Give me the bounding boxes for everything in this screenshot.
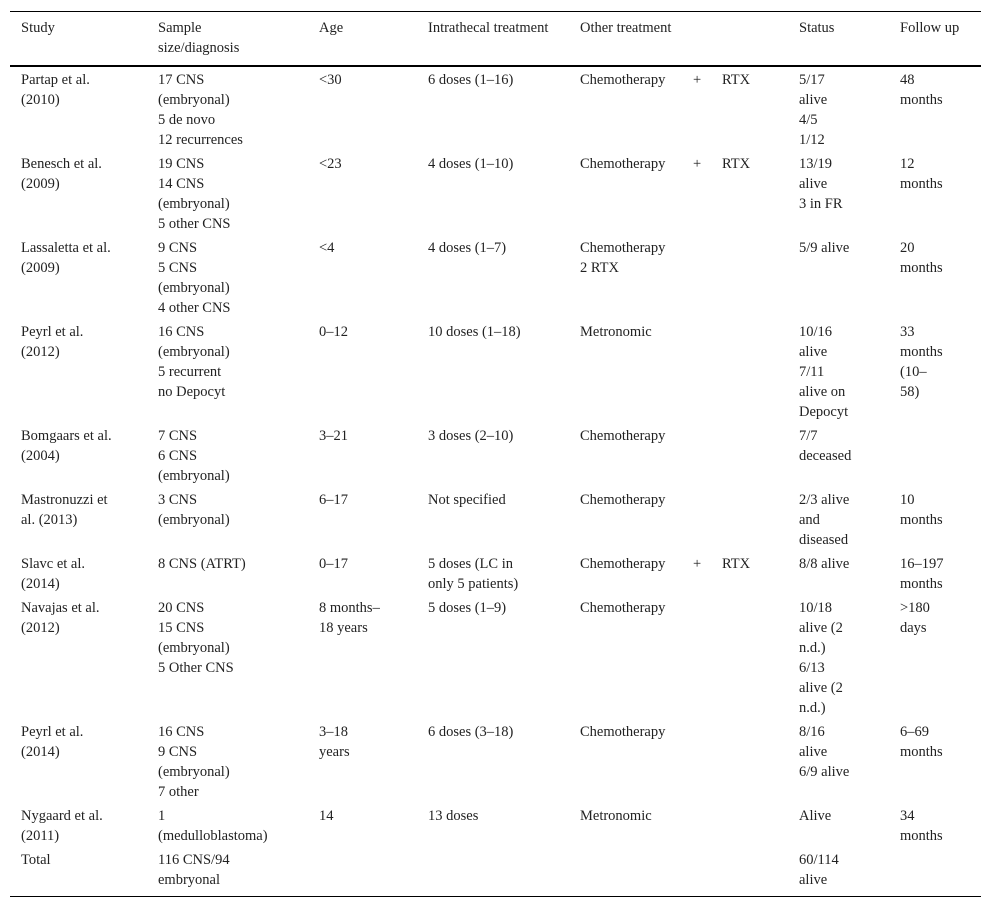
header-intrathecal: Intrathecal treatment [428,20,549,36]
cell-sample-line: (embryonal) [158,344,230,360]
cell-status [788,596,889,720]
other-treatment-text: Chemotherapy [580,72,666,88]
cell-status-line: 7/11 [799,364,825,380]
cell-sample-line: 14 CNS [158,176,205,192]
other-treatment-text: Metronomic [580,324,652,340]
plus-sign: + [693,556,702,572]
cell-follow-up-line: 6–69 [900,724,929,740]
cell-age [308,720,417,804]
cell-sample-line: 20 CNS [158,600,205,616]
cell-age [308,596,417,720]
cell-intrathecal [417,848,569,897]
cell-intrathecal [417,66,569,152]
other-treatment-line [580,806,784,826]
header-row [10,12,981,67]
cell-intrathecal [417,424,569,488]
cell-sample-line: (embryonal) [158,468,230,484]
other-treatment-text: Chemotherapy [580,156,666,172]
cell-study-line: Partap et al. [21,72,90,88]
cell-status [788,66,889,152]
cell-follow-up-line: months [900,576,943,592]
table-row [10,236,981,320]
cell-status-line: deceased [799,448,852,464]
cell-study [10,152,147,236]
cell-sample-line: 5 Other CNS [158,660,234,676]
cell-status-line: 6/9 alive [799,764,850,780]
cell-other-treatment [569,236,788,320]
cell-sample [147,152,308,236]
cell-follow-up [889,66,981,152]
cell-follow-up-line: 58) [900,384,920,400]
cell-follow-up-line: 12 [900,156,915,172]
cell-other-treatment [569,552,788,596]
cell-age-line: <30 [319,72,342,88]
cell-follow-up-line: months [900,828,943,844]
cell-status [788,152,889,236]
cell-follow-up-line: months [900,512,943,528]
cell-study [10,596,147,720]
plus-sign: + [693,156,702,172]
cell-status-line: 2/3 alive [799,492,850,508]
cell-follow-up-line: 16–197 [900,556,944,572]
cell-follow-up [889,552,981,596]
cell-sample-line: embryonal [158,872,221,888]
cell-status-line: 10/16 [799,324,833,340]
cell-sample [147,848,308,897]
cell-study [10,236,147,320]
other-treatment-line [580,70,784,90]
cell-sample-line: 7 CNS [158,428,198,444]
cell-study-line: (2014) [21,744,60,760]
cell-sample [147,424,308,488]
other-treatment-line: 2 RTX [580,260,620,276]
cell-sample-line: 5 de novo [158,112,216,128]
cell-study-line: Lassaletta et al. [21,240,111,256]
cell-sample-line: 116 CNS/94 [158,852,230,868]
cell-other-treatment [569,596,788,720]
other-treatment-text: Chemotherapy [580,428,666,444]
cell-intrathecal-line: only 5 patients) [428,576,519,592]
cell-study [10,320,147,424]
cell-age-line: 14 [319,808,334,824]
cell-other-treatment [569,720,788,804]
cell-sample-line: no Depocyt [158,384,226,400]
cell-follow-up-line: months [900,260,943,276]
table-row [10,424,981,488]
table-row [10,848,981,897]
cell-intrathecal-line: 10 doses (1–18) [428,324,521,340]
cell-intrathecal-line: 4 doses (1–7) [428,240,507,256]
cell-intrathecal-line: 6 doses (1–16) [428,72,514,88]
cell-follow-up-line: >180 [900,600,930,616]
cell-age-line: 3–21 [319,428,348,444]
cell-study [10,488,147,552]
cell-follow-up [889,720,981,804]
header-sample [147,12,308,67]
cell-study-line: (2010) [21,92,60,108]
cell-sample-line: (medulloblastoma) [158,828,268,844]
cell-follow-up-line: 20 [900,240,915,256]
cell-study-line: Peyrl et al. [21,724,84,740]
cell-status-line: Alive [799,808,832,824]
cell-sample-line: 19 CNS [158,156,205,172]
cell-status [788,552,889,596]
cell-status-line: alive [799,176,828,192]
cell-status-line: 5/9 alive [799,240,850,256]
cell-sample [147,596,308,720]
other-treatment-line [580,426,784,446]
cell-sample-line: (embryonal) [158,196,230,212]
cell-intrathecal-line: 5 doses (1–9) [428,600,507,616]
cell-study [10,804,147,848]
cell-study-line: (2011) [21,828,60,844]
table-body [10,66,981,897]
cell-status [788,804,889,848]
cell-sample-line: 3 CNS [158,492,198,508]
table-row [10,66,981,152]
cell-sample [147,552,308,596]
cell-status-line: 8/8 alive [799,556,850,572]
cell-study-line: Slavc et al. [21,556,86,572]
cell-follow-up-line: months [900,344,943,360]
cell-sample-line: 5 other CNS [158,216,231,232]
cell-age [308,66,417,152]
cell-intrathecal-line: 13 doses [428,808,479,824]
table-row [10,152,981,236]
cell-follow-up [889,596,981,720]
cell-other-treatment [569,320,788,424]
cell-follow-up-line: 34 [900,808,915,824]
other-treatment-text: Metronomic [580,808,652,824]
cell-status-line: and [799,512,820,528]
table-row [10,720,981,804]
cell-status-line: 1/12 [799,132,825,148]
cell-age [308,320,417,424]
cell-sample-line: 9 CNS [158,744,198,760]
other-treatment-line [580,322,784,342]
cell-intrathecal [417,320,569,424]
rtx-label: RTX [722,556,751,572]
table-row [10,804,981,848]
cell-age [308,152,417,236]
cell-sample-line: (embryonal) [158,92,230,108]
cell-study-line: (2009) [21,260,60,276]
cell-other-treatment [569,848,788,897]
cell-intrathecal [417,720,569,804]
table-row [10,320,981,424]
other-treatment-text: Chemotherapy [580,556,666,572]
cell-age [308,804,417,848]
cell-follow-up-line: (10– [900,364,927,380]
cell-age [308,488,417,552]
header-sample-text: Sample size/diagnosis [158,20,240,56]
cell-status [788,320,889,424]
cell-sample-line: 17 CNS [158,72,205,88]
cell-study-line: Peyrl et al. [21,324,84,340]
cell-intrathecal-line: Not specified [428,492,506,508]
cell-age-line: <23 [319,156,342,172]
cell-sample-line: (embryonal) [158,640,230,656]
cell-sample-line: 7 other [158,784,199,800]
cell-intrathecal-line: 5 doses (LC in [428,556,513,572]
cell-follow-up [889,152,981,236]
cell-age [308,236,417,320]
other-treatment-line [580,490,784,510]
cell-study-line: (2012) [21,620,60,636]
rtx-label: RTX [722,72,751,88]
cell-intrathecal-line: 3 doses (2–10) [428,428,514,444]
study-table-container [10,11,981,897]
cell-status-line: Depocyt [799,404,849,420]
table-row [10,552,981,596]
cell-follow-up-line: months [900,92,943,108]
cell-follow-up [889,236,981,320]
cell-intrathecal [417,804,569,848]
header-follow-up: Follow up [900,20,960,36]
cell-sample [147,66,308,152]
cell-status-line: 8/16 [799,724,825,740]
cell-sample-line: 15 CNS [158,620,205,636]
other-treatment-line [580,722,784,742]
cell-age-line: <4 [319,240,335,256]
cell-follow-up [889,488,981,552]
cell-study [10,424,147,488]
cell-follow-up-line: 48 [900,72,915,88]
cell-other-treatment [569,804,788,848]
cell-study [10,66,147,152]
cell-sample-line: (embryonal) [158,764,230,780]
header-study: Study [21,20,55,36]
cell-age-line: 0–12 [319,324,348,340]
cell-sample [147,236,308,320]
cell-follow-up [889,848,981,897]
other-treatment-line [580,154,784,174]
cell-sample-line: (embryonal) [158,280,230,296]
table-row [10,488,981,552]
cell-other-treatment [569,66,788,152]
other-treatment-text: Chemotherapy [580,492,666,508]
cell-other-treatment [569,152,788,236]
cell-status-line: diseased [799,532,849,548]
cell-other-treatment [569,424,788,488]
cell-study-line: (2012) [21,344,60,360]
cell-sample-line: 16 CNS [158,724,205,740]
cell-sample-line: 4 other CNS [158,300,231,316]
cell-status [788,488,889,552]
cell-status-line: 7/7 [799,428,818,444]
cell-sample [147,720,308,804]
cell-intrathecal [417,552,569,596]
cell-follow-up-line: 33 [900,324,915,340]
cell-intrathecal [417,596,569,720]
other-treatment-text: Chemotherapy [580,240,666,256]
cell-sample-line: 8 CNS (ATRT) [158,556,246,572]
cell-status [788,848,889,897]
cell-status-line: alive [799,744,828,760]
other-treatment-line [580,598,784,618]
rtx-label: RTX [722,156,751,172]
cell-status [788,236,889,320]
cell-age-line: 0–17 [319,556,348,572]
cell-study-line: Total [21,852,51,868]
cell-follow-up [889,424,981,488]
cell-follow-up-line: months [900,744,943,760]
cell-study [10,848,147,897]
cell-age [308,552,417,596]
cell-sample [147,488,308,552]
cell-study-line: Bomgaars et al. [21,428,112,444]
cell-status-line: alive (2 [799,620,843,636]
cell-status-line: alive on [799,384,846,400]
cell-sample [147,804,308,848]
cell-follow-up [889,320,981,424]
cell-study-line: Navajas et al. [21,600,100,616]
cell-status [788,720,889,804]
cell-status-line: 5/17 [799,72,825,88]
cell-sample-line: 5 CNS [158,260,198,276]
cell-study-line: (2009) [21,176,60,192]
other-treatment-line [580,554,784,574]
cell-status-line: alive [799,872,828,888]
cell-sample-line: 1 [158,808,166,824]
cell-age-line: 18 years [319,620,368,636]
cell-study-line: Benesch et al. [21,156,102,172]
cell-intrathecal [417,236,569,320]
cell-sample [147,320,308,424]
other-treatment-text: Chemotherapy [580,600,666,616]
cell-follow-up-line: months [900,176,943,192]
cell-status-line: alive [799,92,828,108]
cell-age-line: years [319,744,350,760]
cell-intrathecal-line: 4 doses (1–10) [428,156,514,172]
header-status: Status [799,20,835,36]
cell-age-line: 3–18 [319,724,348,740]
cell-age [308,424,417,488]
cell-status-line: n.d.) [799,640,826,656]
cell-intrathecal [417,488,569,552]
header-age: Age [319,20,344,36]
cell-study-line: Mastronuzzi et [21,492,108,508]
cell-status-line: 3 in FR [799,196,843,212]
cell-status-line: n.d.) [799,700,826,716]
cell-study [10,720,147,804]
cell-status-line: 4/5 [799,112,818,128]
cell-status-line: 6/13 [799,660,825,676]
cell-study [10,552,147,596]
cell-intrathecal-line: 6 doses (3–18) [428,724,514,740]
cell-sample-line: 9 CNS [158,240,198,256]
cell-age-line: 8 months– [319,600,380,616]
cell-status-line: 60/114 [799,852,839,868]
cell-status [788,424,889,488]
plus-sign: + [693,72,702,88]
cell-sample-line: 16 CNS [158,324,205,340]
header-other-treatment: Other treatment [580,20,672,36]
cell-other-treatment [569,488,788,552]
cell-sample-line: 6 CNS [158,448,198,464]
cell-age-line: 6–17 [319,492,348,508]
cell-follow-up-line: 10 [900,492,915,508]
cell-intrathecal [417,152,569,236]
other-treatment-line [580,238,784,258]
cell-follow-up-line: days [900,620,927,636]
table-row [10,596,981,720]
other-treatment-text: Chemotherapy [580,724,666,740]
cell-status-line: 10/18 [799,600,833,616]
cell-study-line: al. (2013) [21,512,78,528]
cell-sample-line: 12 recurrences [158,132,243,148]
cell-follow-up [889,804,981,848]
cell-age [308,848,417,897]
cell-status-line: 13/19 [799,156,833,172]
cell-sample-line: (embryonal) [158,512,230,528]
study-table [10,11,981,897]
cell-study-line: (2014) [21,576,60,592]
cell-sample-line: 5 recurrent [158,364,222,380]
cell-study-line: Nygaard et al. [21,808,103,824]
cell-study-line: (2004) [21,448,60,464]
cell-status-line: alive (2 [799,680,843,696]
cell-status-line: alive [799,344,828,360]
